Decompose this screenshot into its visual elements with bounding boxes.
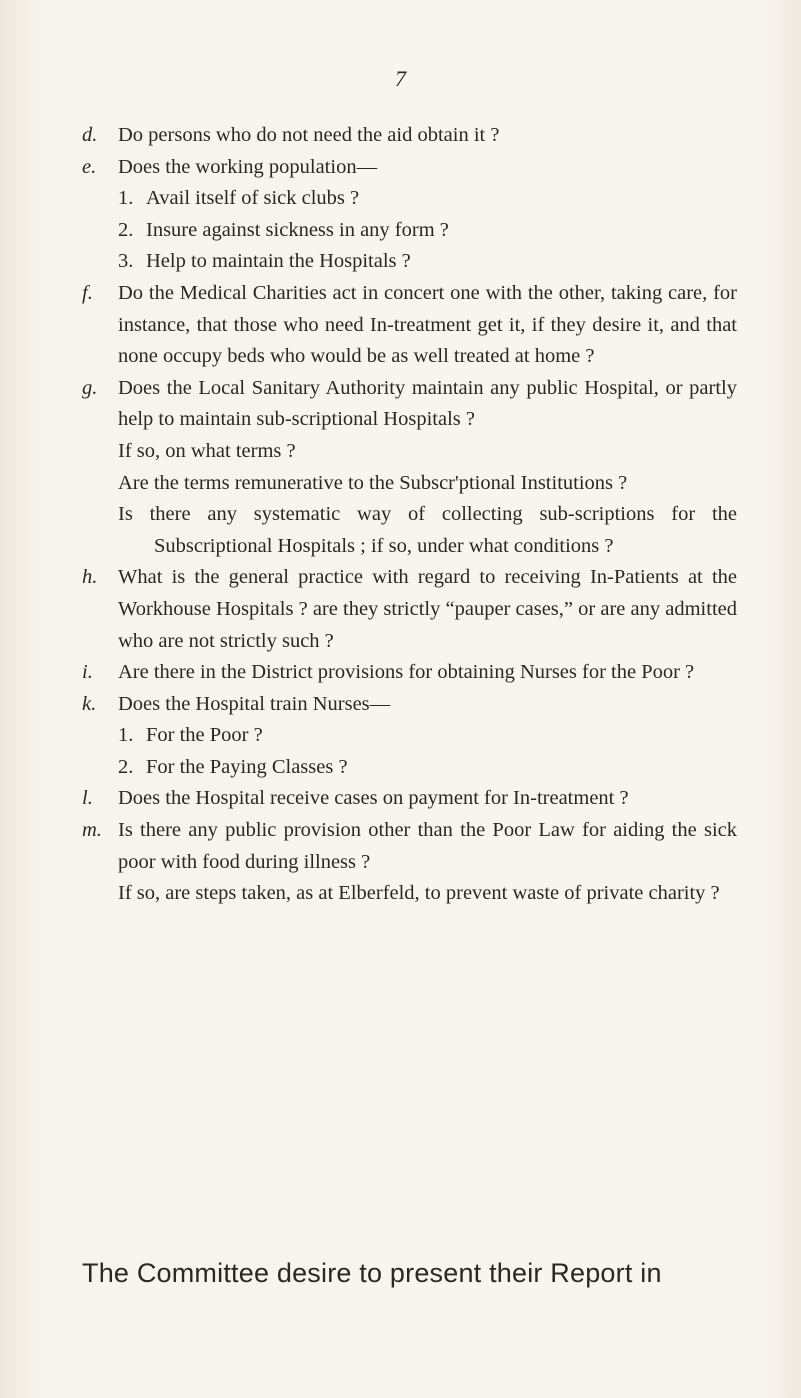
question-m <box>82 815 737 878</box>
follow-up-question: If so, on what terms ? <box>118 439 296 462</box>
closing-line: The Committee desire to present their Report in <box>82 1258 662 1288</box>
question-f <box>82 278 737 373</box>
follow-up-question: Are the terms remunerative to the Subscr'ptional Institutions ? <box>118 471 628 494</box>
question-text: What is the general practice with regard to receiving In-Patients at the Workhouse Hospitals ? are they strictly “pauper cases,” or are any admitted who are not strictly such ? <box>118 566 737 652</box>
question-d <box>82 120 737 152</box>
sub-item-text: Insure against sickness in any form ? <box>146 218 449 241</box>
sub-item <box>82 752 737 784</box>
question-h <box>82 562 737 657</box>
question-i <box>82 657 737 689</box>
sub-item <box>82 183 737 215</box>
question-letter: h. <box>82 566 98 589</box>
follow-up-question: If so, are steps taken, as at Elberfeld, to prevent waste of private charity ? <box>118 882 720 905</box>
question-letter: k. <box>82 692 97 715</box>
sub-item-number: 2. <box>118 755 134 778</box>
sub-item-number: 3. <box>118 250 134 273</box>
question-text: Are there in the District provisions for obtaining Nurses for the Poor ? <box>118 661 695 684</box>
questionnaire-text <box>82 120 737 910</box>
question-letter: e. <box>82 155 97 178</box>
sub-item <box>82 246 737 278</box>
question-text: Do the Medical Charities act in concert one with the other, taking care, for instance, that those who need In-treatment get it, if they desire it, and that none occupy beds who would be as well treated at home ? <box>118 281 737 368</box>
follow-up-question: Is there any systematic way of collecting sub-scriptions for the Subscriptional Hospitals ; if so, under what conditions ? <box>118 503 737 557</box>
question-text: Do persons who do not need the aid obtain it ? <box>118 124 500 146</box>
question-text: Does the Hospital train Nurses— <box>118 692 391 715</box>
sub-item <box>82 215 737 247</box>
question-letter: d. <box>82 124 98 146</box>
question-l <box>82 783 737 815</box>
sub-item-number: 1. <box>118 187 134 210</box>
question-k <box>82 689 737 721</box>
page-number: 7 <box>395 66 406 91</box>
sub-item-text: For the Poor ? <box>146 724 263 747</box>
question-text: Does the Hospital receive cases on payment for In-treatment ? <box>118 787 629 810</box>
question-letter: l. <box>82 787 93 810</box>
question-letter: f. <box>82 281 93 304</box>
question-text: Does the working population— <box>118 155 378 178</box>
sub-item-text: Avail itself of sick clubs ? <box>146 187 360 210</box>
question-letter: m. <box>82 819 102 842</box>
sub-item <box>82 720 737 752</box>
question-letter: i. <box>82 661 93 684</box>
sub-item-text: For the Paying Classes ? <box>146 755 348 778</box>
question-e <box>82 152 737 184</box>
question-letter: g. <box>82 376 98 399</box>
question-text: Is there any public provision other than the Poor Law for aiding the sick poor with food during illness ? <box>118 819 737 873</box>
sub-item-number: 2. <box>118 218 134 241</box>
question-g <box>82 373 737 436</box>
sub-item-number: 1. <box>118 724 134 747</box>
question-text: Does the Local Sanitary Authority maintain any public Hospital, or partly help to maintain sub-scriptional Hospitals ? <box>118 376 737 431</box>
sub-item-text: Help to maintain the Hospitals ? <box>146 250 411 273</box>
